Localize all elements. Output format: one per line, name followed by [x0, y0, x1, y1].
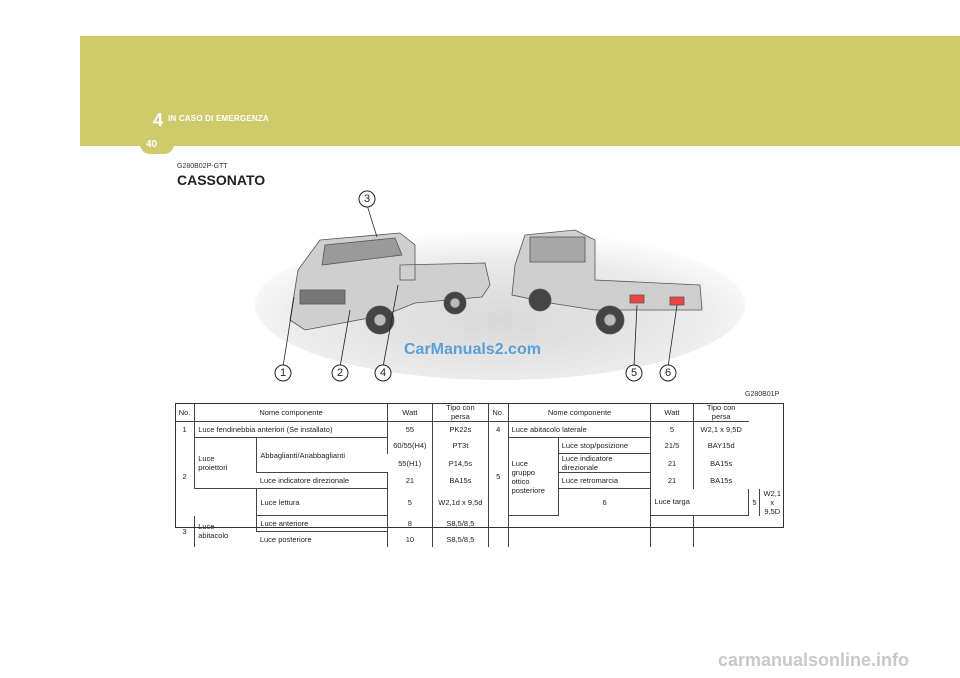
callout-4-label: 4 [379, 367, 387, 379]
table-cell: Luce fendinebbia anteriori (Se installato) [195, 422, 388, 438]
table-cell: 1 [182, 425, 187, 435]
table-cell: 2 [182, 472, 187, 481]
section-title: CASSONATO [177, 172, 266, 188]
table-row [175, 438, 784, 454]
table-cell: 5 [488, 438, 508, 516]
table-cell [693, 516, 749, 548]
table-cell: Luce indicatore direzionale [257, 473, 387, 489]
callout-6-label: 6 [664, 367, 672, 379]
table-cell: BA15s [693, 454, 749, 473]
table-row [175, 473, 784, 489]
figure-ref: G280B01P [745, 391, 780, 398]
table-cell: 55 [387, 422, 432, 438]
table-cell: 55(H1) [398, 458, 422, 468]
header-watt-right: Watt [651, 403, 693, 422]
callout-5-label: 5 [630, 367, 638, 379]
table-cell: Luce indicatore direzionale [558, 454, 651, 473]
table-cell: P14,5s [432, 454, 488, 473]
table-cell: BA15s [693, 473, 749, 489]
table-cell: 21 [651, 473, 693, 489]
table-cell: 5 [749, 489, 760, 516]
table-cell: 6 [558, 489, 651, 516]
table-cell: 21 [651, 454, 693, 473]
table-row [175, 489, 784, 516]
table-cell: 5 [387, 489, 432, 516]
table-cell: 8 [387, 516, 432, 532]
table-cell: Luce abitacolo laterale [508, 422, 651, 438]
table-header-row [175, 403, 784, 422]
table-cell: Luce retromarcia [558, 473, 651, 489]
table-cell: W2,1 x 9,5D [760, 489, 784, 516]
table-cell [508, 516, 651, 548]
callout-1-label: 1 [279, 367, 287, 379]
table-cell: 21/5 [651, 438, 693, 454]
header-type-right: Tipo con persa [693, 403, 749, 422]
footer-watermark: carmanualsonline.info [718, 650, 910, 670]
table-row [175, 516, 784, 532]
site-watermark: CarManuals2.com [404, 341, 541, 358]
table-cell: 10 [387, 532, 432, 548]
header-type: Tipo con persa [432, 403, 488, 422]
table-cell [195, 489, 257, 516]
table-cell: W2,1 x 9,5D [693, 422, 749, 438]
table-cell: Luce lettura [257, 489, 387, 516]
table-cell: PT3t [432, 438, 488, 454]
table-cell: Luce stop/posizione [558, 438, 651, 454]
table-cell: 60/55(H4) [387, 438, 432, 454]
page-number: 40 [146, 139, 158, 150]
header-band [80, 36, 960, 146]
group-luce-proiettori: Luce proiettori [195, 438, 257, 489]
callout-2-label: 2 [336, 367, 344, 379]
header-name-right: Nome componente [508, 403, 651, 422]
table-cell [651, 516, 693, 548]
table-cell: 5 [651, 422, 693, 438]
table-cell: Luce posteriore [259, 535, 312, 544]
header-watt: Watt [387, 403, 432, 422]
table-cell: 3 [182, 526, 187, 536]
table-row [175, 422, 784, 438]
section-code: G280B02P-GTT [177, 163, 228, 170]
group-gruppo-ottico: Luce gruppo ottico posteriore [508, 438, 558, 516]
table-cell: W2,1d x 9,5d [432, 489, 488, 516]
header-name: Nome componente [195, 403, 388, 422]
header-no-right: No. [488, 403, 508, 422]
table-cell: 4 [488, 422, 508, 438]
chapter-number: 4 [153, 110, 164, 130]
header-no: No. [175, 403, 195, 422]
table-cell: 21 [387, 473, 432, 489]
table-cell: BAY15d [693, 438, 749, 454]
table-cell: Luce targa [651, 489, 749, 516]
table-cell: S8,5/8,5 [432, 516, 488, 532]
table-cell: Luce anteriore [257, 516, 387, 532]
table-cell: PK22s [432, 422, 488, 438]
callout-3-label: 3 [363, 193, 371, 205]
table-cell: BA15s [432, 473, 488, 489]
table-cell: Abbaglianti/Anabbaglianti [257, 438, 387, 473]
table-cell [488, 516, 508, 548]
group-luce-abitacolo: Luce abitacolo [195, 516, 257, 548]
bulb-spec-table [175, 403, 784, 547]
chapter-title: IN CASO DI EMERGENZA [168, 114, 269, 123]
table-cell: S8,5/8,5 [432, 532, 488, 548]
